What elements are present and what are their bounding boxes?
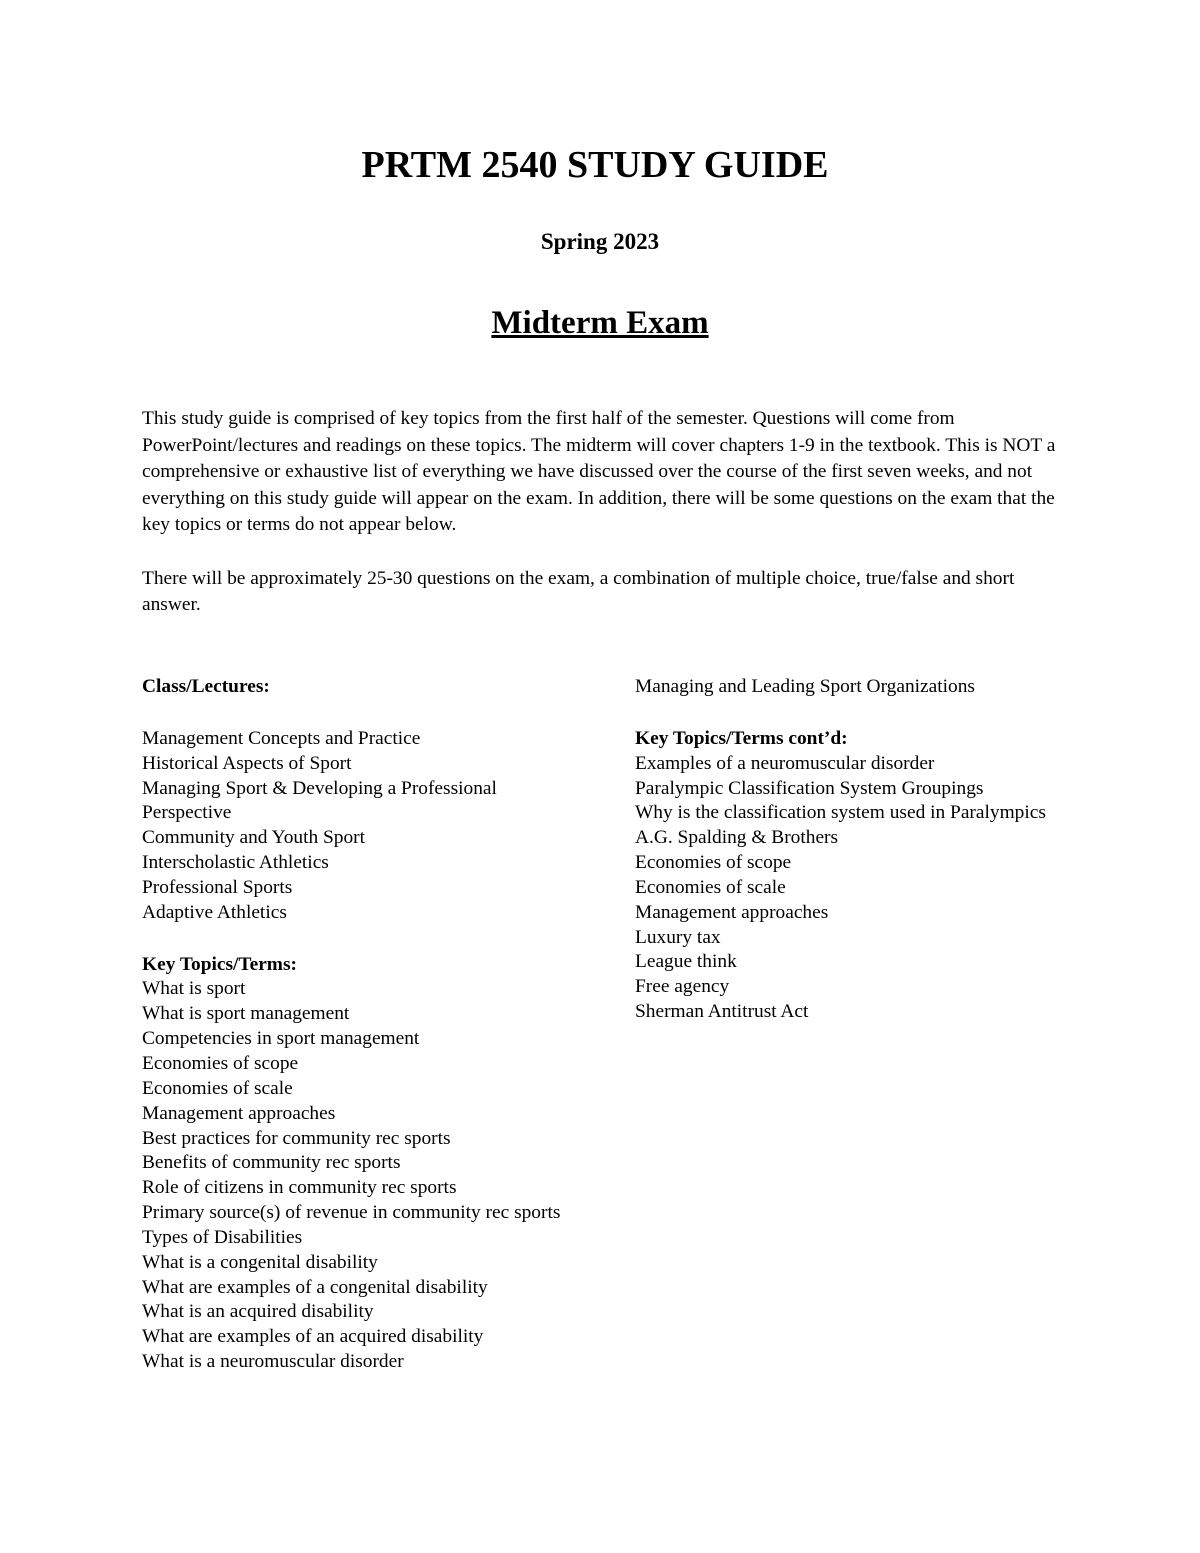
list-item: Interscholastic Athletics bbox=[142, 852, 329, 874]
list-item: Economies of scope bbox=[635, 852, 792, 874]
left-column bbox=[142, 675, 582, 1375]
intro-section bbox=[142, 406, 1062, 619]
list-item: Managing and Leading Sport Organizations bbox=[635, 676, 975, 697]
list-item: Competencies in sport management bbox=[142, 1028, 420, 1050]
list-item: What are examples of a congenital disability bbox=[142, 1276, 488, 1298]
intro-paragraph: There will be approximately 25-30 questions on the exam, a combination of multiple choice, true/false and short answer. bbox=[142, 567, 1015, 616]
list-item: Adaptive Athletics bbox=[142, 901, 287, 923]
list-item: Paralympic Classification System Groupings bbox=[635, 777, 984, 799]
list-item: Examples of a neuromuscular disorder bbox=[635, 752, 935, 774]
list-item: What is an acquired disability bbox=[142, 1301, 374, 1323]
list-item: Best practices for community rec sports bbox=[142, 1127, 451, 1149]
list-item: Professional Sports bbox=[142, 876, 293, 898]
list-item: Luxury tax bbox=[635, 926, 721, 948]
list-item: Economies of scale bbox=[635, 876, 786, 898]
list-item: What is sport bbox=[142, 978, 246, 1000]
key-topics-contd-list bbox=[635, 752, 1055, 1025]
list-item: Management approaches bbox=[142, 1102, 336, 1124]
key-topics-heading: Key Topics/Terms: bbox=[142, 953, 297, 975]
list-item: Community and Youth Sport bbox=[142, 827, 366, 849]
right-column bbox=[635, 675, 1055, 1025]
key-topics-list bbox=[142, 977, 582, 1375]
key-topics-contd-heading: Key Topics/Terms cont’d: bbox=[635, 727, 848, 749]
intro-paragraph: This study guide is comprised of key topics from the first half of the semester. Questions will come from PowerPoint/lectures and readings on these topics. The midterm will cover chapters 1-9 in the textbook. This is NOT a comprehensive or exhaustive list of everything we have discussed over the course of the first seven weeks, and not everything on this study guide will appear on the exam. In addition, there will be some questions on the exam that the key topics or terms do not appear below. bbox=[142, 408, 1056, 536]
list-item: A.G. Spalding & Brothers bbox=[635, 827, 839, 849]
list-item: What are examples of an acquired disability bbox=[142, 1326, 484, 1348]
list-item: Management Concepts and Practice bbox=[142, 727, 421, 749]
list-item: Management approaches bbox=[635, 901, 829, 923]
list-item: Sherman Antitrust Act bbox=[635, 1001, 809, 1023]
document-title: PRTM 2540 STUDY GUIDE bbox=[361, 144, 829, 186]
list-item: What is sport management bbox=[142, 1003, 350, 1025]
list-item: Managing Sport & Developing a Professional Perspective bbox=[142, 777, 497, 824]
list-item: Role of citizens in community rec sports bbox=[142, 1177, 457, 1199]
list-item: Primary source(s) of revenue in community rec sports bbox=[142, 1202, 561, 1224]
list-item: Types of Disabilities bbox=[142, 1226, 303, 1248]
lectures-list bbox=[142, 727, 582, 926]
list-item: Free agency bbox=[635, 976, 730, 998]
list-item: League think bbox=[635, 951, 737, 973]
lectures-heading: Class/Lectures: bbox=[142, 676, 270, 697]
term-label: Spring 2023 bbox=[540, 229, 660, 254]
list-item: Why is the classification system used in Paralympics bbox=[635, 802, 1046, 824]
list-item: Benefits of community rec sports bbox=[142, 1152, 401, 1174]
list-item: Economies of scale bbox=[142, 1077, 293, 1099]
list-item: Economies of scope bbox=[142, 1052, 299, 1074]
list-item: What is a neuromuscular disorder bbox=[142, 1351, 404, 1373]
list-item: Historical Aspects of Sport bbox=[142, 752, 352, 774]
exam-heading: Midterm Exam bbox=[491, 305, 709, 341]
list-item: What is a congenital disability bbox=[142, 1251, 378, 1273]
